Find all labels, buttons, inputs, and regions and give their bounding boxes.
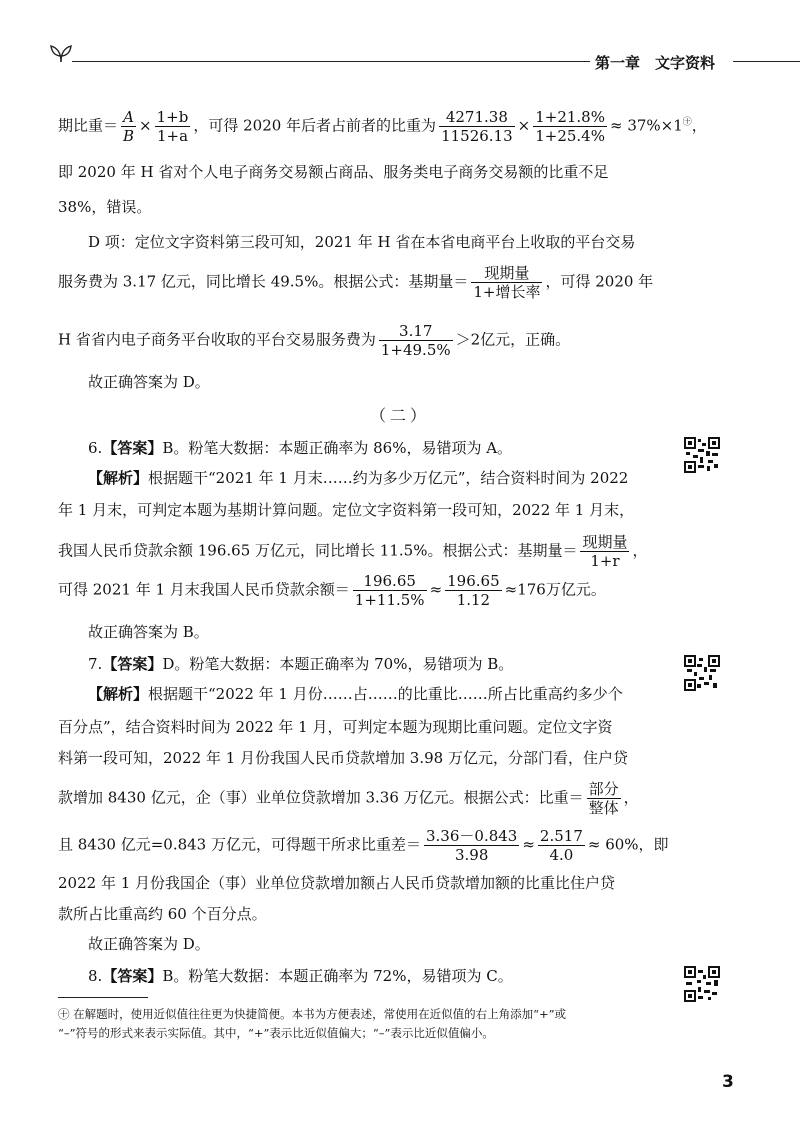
line5-a: 服务费为 3.17 亿元，同比增长 49.5%。根据公式：基期量＝ [58,272,469,291]
text-line-6 [58,322,570,359]
para1-d: ， [691,116,707,135]
q7-analysis-6: 2022 年 1 月份我国企（事）业单位贷款增加额占人民币贷款增加额的比重比住户贷 [58,874,616,892]
q6-number: 6. [88,439,103,457]
footnote-line-1: ㊉ 在解题时，使用近似值往往更为快捷简便。本书为方便表述，常使用在近似值的右上角添加“+”或 [58,1007,567,1021]
q7-analysis-7: 款所占比重高约 60 个百分点。 [58,905,267,923]
fraction-loan-1: $\frac{196.65}{1+11.5\%}$ [354,572,425,609]
q6-j4b: ≈176万亿元。 [504,580,606,599]
fraction-loan-2: $\frac{196.65}{1.12}$ [447,572,500,609]
q7-j5b: ≈ 60%，即 [587,835,669,854]
times-sign: × [139,116,152,135]
qr-code-icon[interactable] [684,655,720,691]
footnote-line-2: “–”符号的形式来表示实际值。其中，“+”表示比近似值偏大；“–”表示比近似值偏小。 [58,1026,494,1040]
qr-code-icon[interactable] [684,966,720,1002]
q7-answer [88,654,513,674]
fraction-proportion: $\frac{\text{部分}}{\text{整体}}$ [588,780,619,817]
fraction-diff-2: $\frac{2.517}{4.0}$ [539,827,583,864]
q7-analysis-tag: 【解析】 [88,685,149,703]
q8-number: 8. [88,967,103,985]
q6-answer [88,438,512,458]
text-line-4: D 项：定位文字资料第三段可知，2021 年 H 省在本省电商平台上收取的平台交易 [88,233,636,251]
q7-analysis-text: 根据题干“2022 年 1 月份……占……的比重比……所占比重高约多少个 [148,685,623,703]
q6-j3b: ， [632,541,648,560]
answer-line-b: 故正确答案为 B。 [88,623,209,641]
approx-sign: ≈ [429,580,443,599]
q7-analysis-4 [58,780,639,817]
leaf-icon [48,40,74,66]
q8-answer-text: B。粉笔大数据：本题正确率为 72%，易错项为 C。 [162,967,513,985]
q6-j3a: 我国人民币贷款余额 196.65 万亿元，同比增长 11.5%。根据公式：基期量＝ [58,541,578,560]
header-rule-right [733,61,800,62]
line6-a: H 省省内电子商务平台收取的平台交易服务费为 [58,330,376,349]
footnote-rule [58,997,148,998]
fraction-fee: $\frac{3.17}{1+49.5\%}$ [380,322,451,359]
approx-sign-2: ≈ [522,835,535,854]
fraction-diff-1: $\frac{3.36-0.843}{3.98}$ [426,827,518,864]
q7-j5a: 且 8430 亿元=0.843 万亿元，可得题干所求比重差＝ [58,835,421,854]
q8-answer-tag: 【答案】 [102,967,163,985]
answer-line-d-2: 故正确答案为 D。 [88,935,210,953]
line5-b: ，可得 2020 年 [545,272,654,291]
page-number: 3 [722,1072,734,1092]
fraction-rates: $\frac{1+21.8\%}{1+25.4\%}$ [535,108,605,145]
q7-analysis-1 [88,684,623,704]
q6-answer-tag: 【答案】 [102,439,163,457]
para1-line [58,108,707,145]
qr-code-icon[interactable] [684,437,720,473]
q8-answer [88,966,513,986]
q6-analysis-2: 年 1 月末，可判定本题为基期计算问题。定位文字资料第一段可知，2022 年 1 月末， [58,501,635,519]
fraction-base-formula: $\frac{\text{现期量}}{\text{1+增长率}}$ [473,264,541,301]
q6-analysis-tag: 【解析】 [88,469,149,487]
q7-answer-text: D。粉笔大数据：本题正确率为 70%，易错项为 B。 [162,655,514,673]
text-line-5 [58,264,653,301]
answer-line-d: 故正确答案为 D。 [88,373,210,391]
para1-c: ≈ 37%×1 [609,116,683,135]
text-line-3: 38%，错误。 [58,198,152,216]
q7-analysis-3: 料第一段可知，2022 年 1 月份我国人民币贷款增加 3.98 万亿元，分部门看，住户贷 [58,749,628,767]
para1-a: 期比重＝ [58,116,119,135]
q7-analysis-2: 百分点”，结合资料时间为 2022 年 1 月，可判定本题为现期比重问题。定位文字资 [58,718,613,736]
fraction-values: $\frac{4271.38}{11526.13}$ [441,108,513,145]
q6-analysis-3 [58,533,647,570]
line6-b: ＞2亿元，正确。 [455,330,571,349]
q7-number: 7. [88,655,103,673]
text-line-2: 即 2020 年 H 省对个人电子商务交易额占商品、服务类电子商务交易额的比重不足 [58,163,609,181]
section-title: （二） [369,406,430,425]
footnote-mark: ㊉ [682,117,692,128]
q6-answer-text: B。粉笔大数据：本题正确率为 86%，易错项为 A。 [162,439,513,457]
fraction-base-r: $\frac{\text{现期量}}{1+r}$ [582,533,628,570]
q6-j4a: 可得 2021 年 1 月末我国人民币贷款余额＝ [58,580,350,599]
q7-j4a: 款增加 8430 亿元，企（事）业单位贷款增加 3.36 万亿元。根据公式：比重＝ [58,788,584,807]
q7-j4b: ， [623,788,639,807]
q7-analysis-5 [58,827,669,864]
header-rule-left [72,61,590,62]
fraction-growth: $\frac{1+b}{1+a}$ [156,108,189,145]
fraction-a-b: $\frac{A}{B}$ [123,108,135,145]
para1-b: ，可得 2020 年后者占前者的比重为 [193,116,437,135]
chapter-title: 第一章 文字资料 [595,54,716,72]
times-sign-2: × [517,116,531,135]
q7-answer-tag: 【答案】 [102,655,163,673]
q6-analysis-text: 根据题干“2021 年 1 月末……约为多少万亿元”，结合资料时间为 2022 [148,469,629,487]
q6-analysis-4 [58,572,606,609]
q6-analysis-1 [88,468,628,488]
